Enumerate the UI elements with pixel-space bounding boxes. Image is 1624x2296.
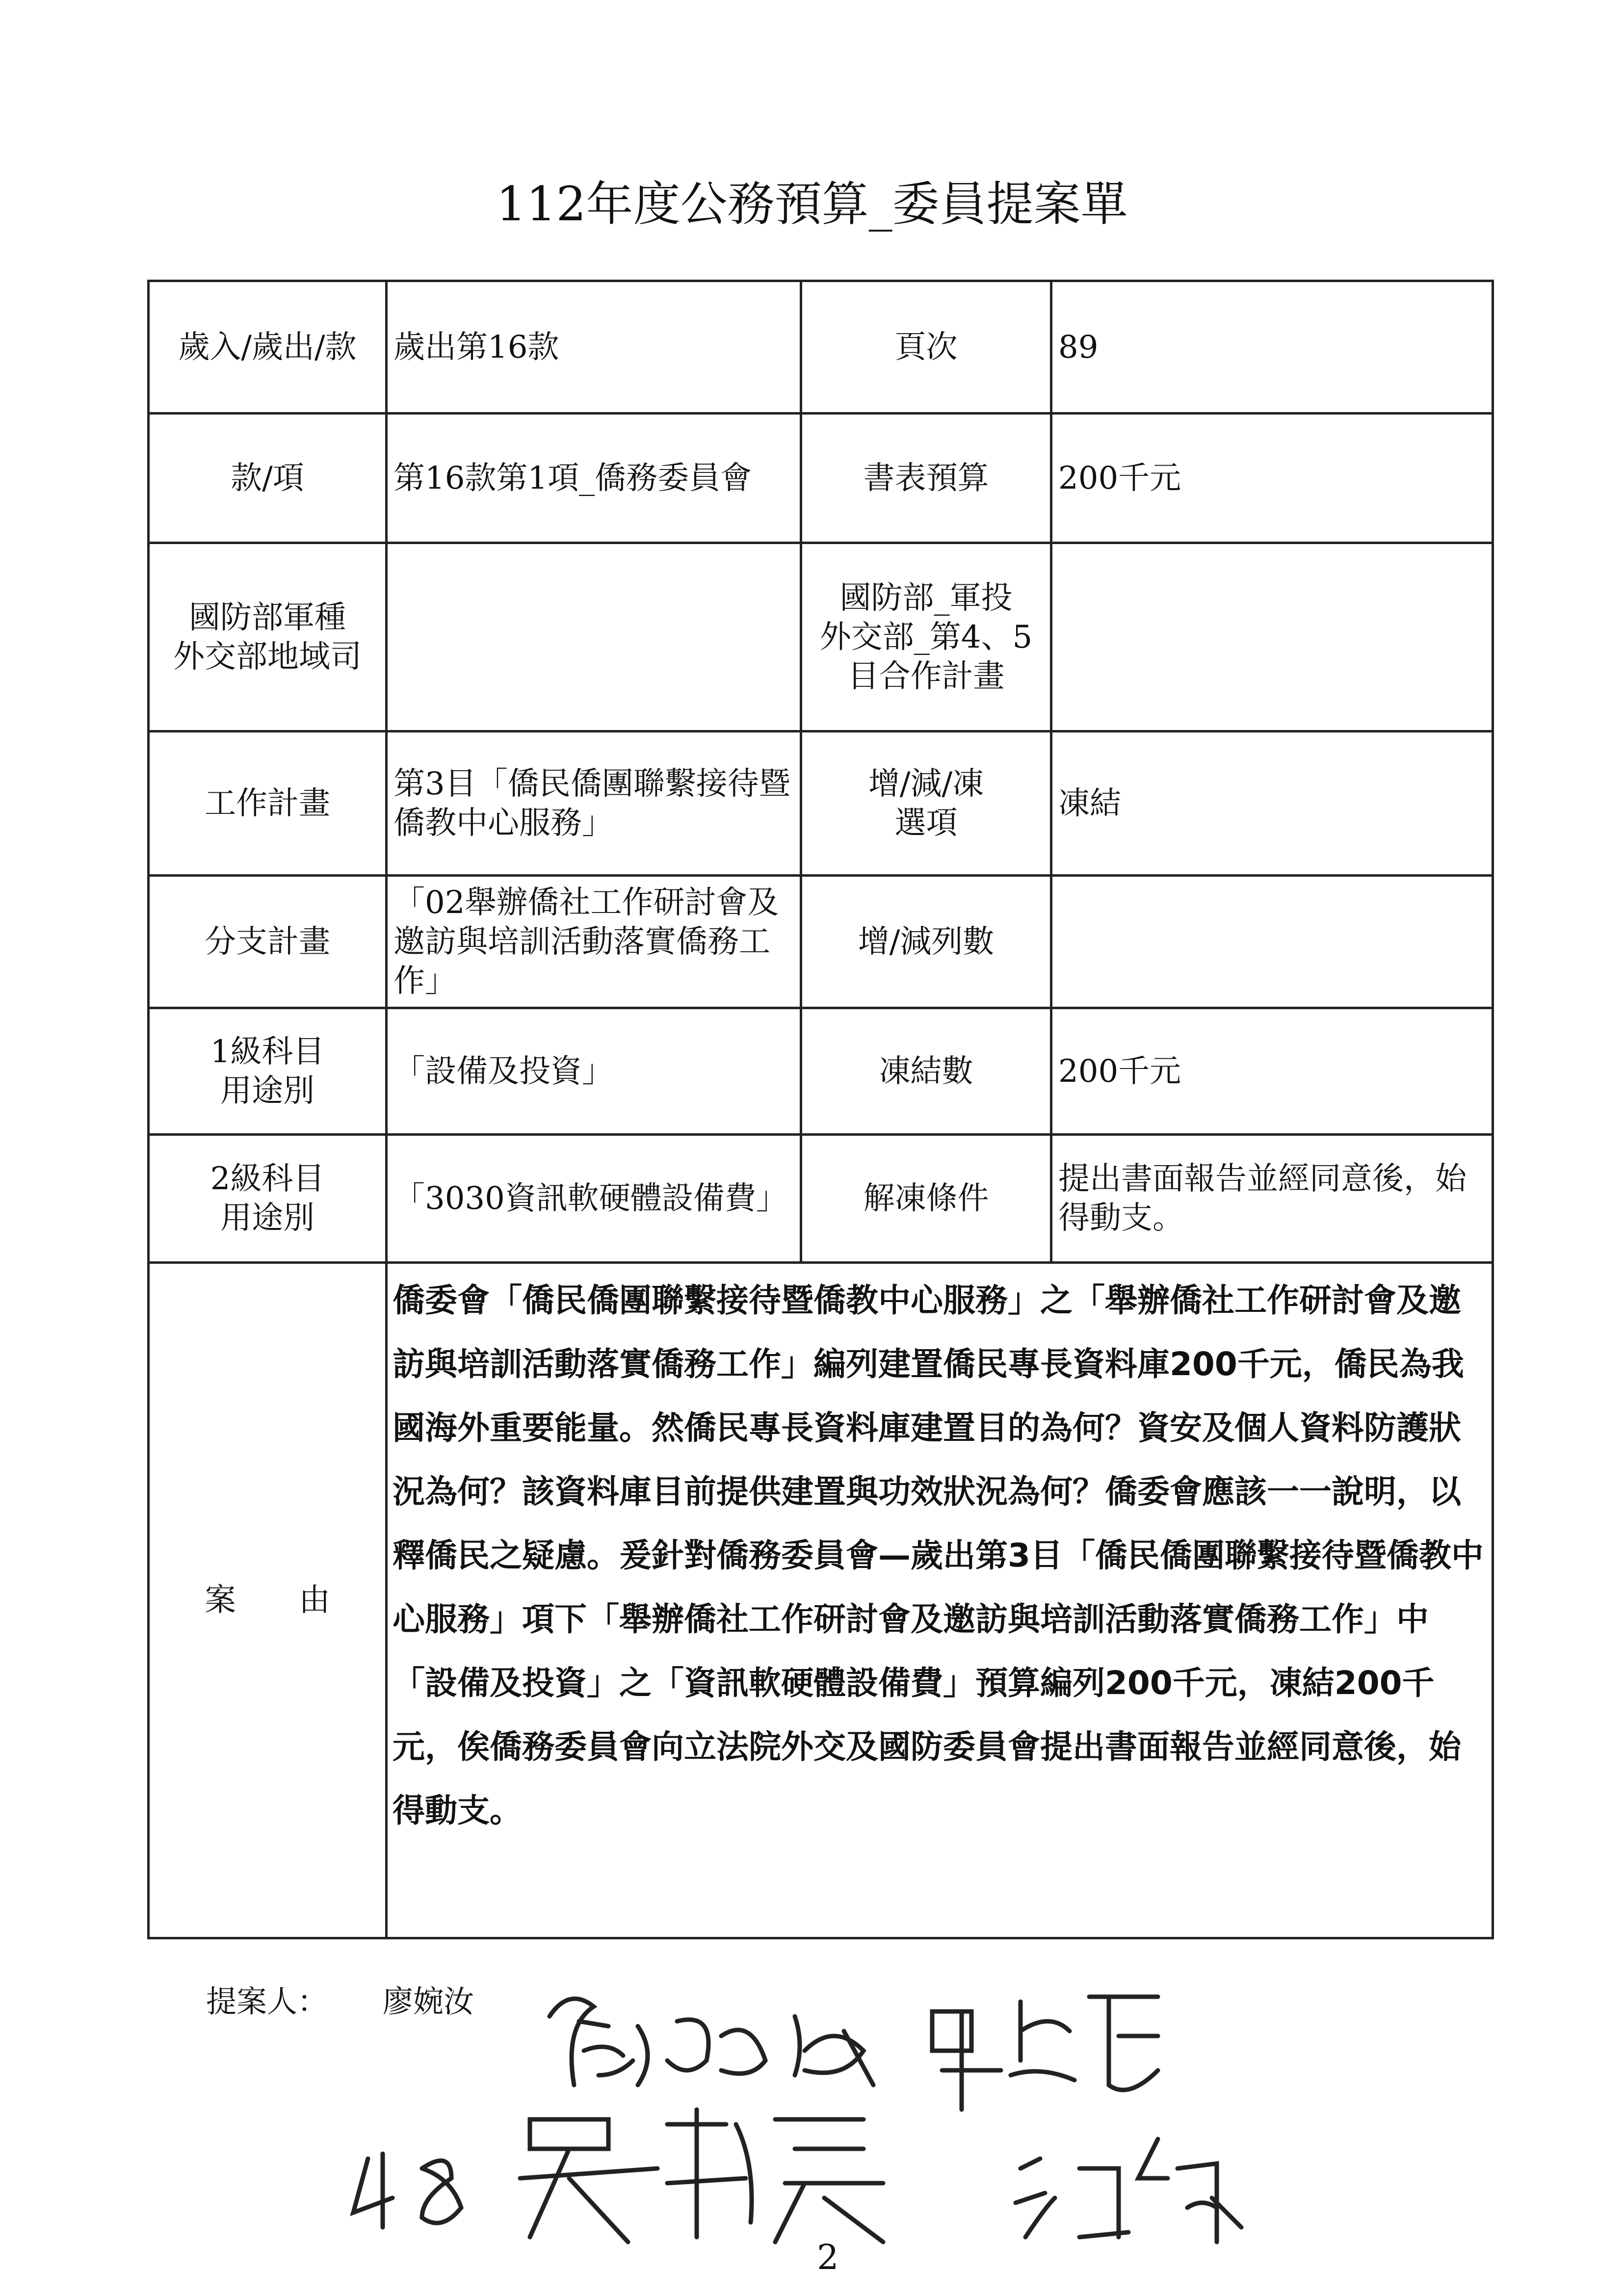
field-label: 凍結數 bbox=[801, 1008, 1051, 1135]
field-label: 1級科目 用途別 bbox=[149, 1008, 387, 1135]
field-label: 解凍條件 bbox=[801, 1135, 1051, 1263]
field-value: 200千元 bbox=[1051, 1008, 1493, 1135]
field-label: 歲入/歲出/款 bbox=[149, 281, 387, 414]
field-label: 分支計畫 bbox=[149, 876, 387, 1008]
field-label: 國防部軍種 外交部地域司 bbox=[149, 543, 387, 731]
proposer-name: 廖婉汝 bbox=[383, 1983, 474, 2019]
field-value: 「02舉辦僑社工作研討會及邀訪與培訓活動落實僑務工作」 bbox=[387, 876, 801, 1008]
field-label: 增/減/凍 選項 bbox=[801, 731, 1051, 876]
field-label: 頁次 bbox=[801, 281, 1051, 414]
field-value: 提出書面報告並經同意後，始得動支。 bbox=[1051, 1135, 1493, 1263]
field-value: 「3030資訊軟硬體設備費」 bbox=[387, 1135, 801, 1263]
field-label: 增/減列數 bbox=[801, 876, 1051, 1008]
field-label: 工作計畫 bbox=[149, 731, 387, 876]
case-text: 僑委會「僑民僑團聯繫接待暨僑教中心服務」之「舉辦僑社工作研討會及邀訪與培訓活動落實僑務工作」編列建置僑民專長資料庫200千元，僑民為我國海外重要能量。然僑民專長資料庫建置目的為何？資安及個人資料防護狀況為何？該資料庫目前提供建置與功效狀況為何？僑委會應該一一說明，以釋僑民之疑慮。爰針對僑務委員會—歲出第3目「僑民僑團聯繫接待暨僑教中心服務」項下「舉辦僑社工作研討會及邀訪與培訓活動落實僑務工作」中「設備及投資」之「資訊軟硬體設備費」預算編列200千元，凍結200千元，俟僑務委員會向立法院外交及國防委員會提出書面報告並經同意後，始得動支。 bbox=[387, 1263, 1493, 1938]
field-label: 國防部_軍投 外交部_第4、5 目合作計畫 bbox=[801, 543, 1051, 731]
field-value: 89 bbox=[1051, 281, 1493, 414]
field-value: 第3目「僑民僑團聯繫接待暨僑教中心服務」 bbox=[387, 731, 801, 876]
field-value: 「設備及投資」 bbox=[387, 1008, 801, 1135]
proposer-label: 提案人： bbox=[206, 1983, 328, 2019]
field-value: 歲出第16款 bbox=[387, 281, 801, 414]
field-value: 第16款第1項_僑務委員會 bbox=[387, 414, 801, 543]
page-number: 2 bbox=[817, 2237, 839, 2277]
field-value: 凍結 bbox=[1051, 731, 1493, 876]
field-label: 書表預算 bbox=[801, 414, 1051, 543]
page-title: 112年度公務預算_委員提案單 bbox=[496, 177, 1128, 232]
case-label: 案 由 bbox=[149, 1263, 387, 1938]
field-label: 2級科目 用途別 bbox=[149, 1135, 387, 1263]
field-value: 200千元 bbox=[1051, 414, 1493, 543]
field-label: 款/項 bbox=[149, 414, 387, 543]
